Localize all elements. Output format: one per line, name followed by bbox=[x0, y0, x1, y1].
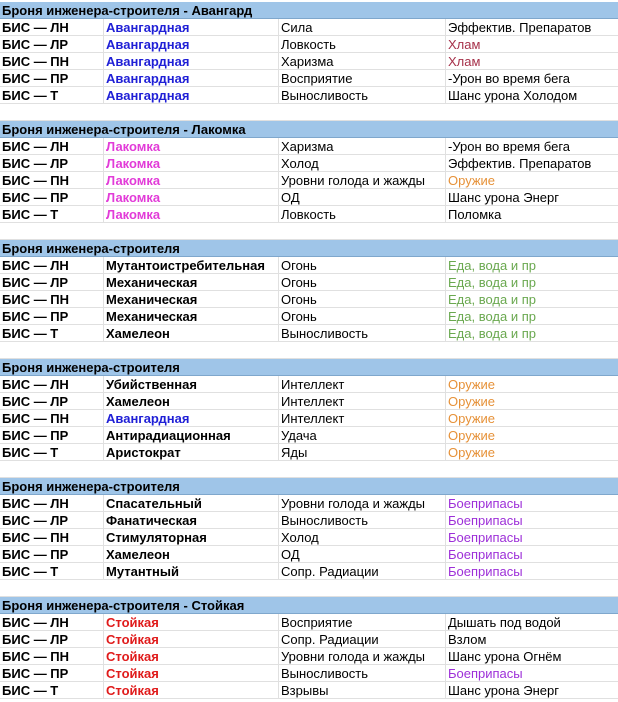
cell-attribute[interactable]: Сила bbox=[278, 19, 445, 36]
cell-slot[interactable]: БИС — ПР bbox=[2, 428, 69, 443]
cell-attribute[interactable]: Интеллект bbox=[278, 410, 445, 427]
cell-slot[interactable]: БИС — ПР bbox=[2, 190, 69, 205]
cell-bonus[interactable]: Еда, вода и пр bbox=[445, 325, 618, 342]
cell-attribute[interactable]: Огонь bbox=[278, 308, 445, 325]
cell-legendary-effect[interactable]: Механическая bbox=[103, 274, 278, 291]
cell-legendary-effect[interactable]: Антирадиационная bbox=[103, 427, 278, 444]
cell-bonus[interactable]: Оружие bbox=[445, 393, 618, 410]
cell-legendary-effect[interactable]: Убийственная bbox=[103, 376, 278, 393]
cell-attribute[interactable]: Огонь bbox=[278, 257, 445, 274]
table-row bbox=[0, 70, 618, 87]
cell-bonus[interactable]: Шанс урона Огнём bbox=[445, 648, 618, 665]
table-row bbox=[0, 172, 618, 189]
section-header[interactable] bbox=[0, 359, 618, 376]
cell-bonus[interactable]: Боеприпасы bbox=[445, 546, 618, 563]
cell-legendary-effect[interactable]: Лакомка bbox=[103, 155, 278, 172]
cell-attribute[interactable]: Выносливость bbox=[278, 87, 445, 104]
cell-attribute[interactable]: Интеллект bbox=[278, 393, 445, 410]
cell-slot[interactable]: БИС — ПН bbox=[2, 292, 70, 307]
cell-legendary-effect[interactable]: Механическая bbox=[103, 291, 278, 308]
cell-attribute[interactable]: ОД bbox=[278, 546, 445, 563]
table-row bbox=[0, 155, 618, 172]
cell-slot[interactable]: БИС — ЛН bbox=[2, 615, 69, 630]
cell-slot[interactable]: БИС — Т bbox=[2, 683, 59, 698]
cell-legendary-effect[interactable]: Стимуляторная bbox=[103, 529, 278, 546]
section-title: Броня инженера-строителя bbox=[2, 479, 180, 494]
cell-slot[interactable]: БИС — ЛР bbox=[2, 513, 69, 528]
section-title: Броня инженера-строителя - Лакомка bbox=[2, 122, 246, 137]
table-row bbox=[0, 257, 618, 274]
cell-legendary-effect[interactable]: Авангардная bbox=[103, 36, 278, 53]
cell-legendary-effect[interactable]: Мутантный bbox=[103, 563, 278, 580]
cell-attribute[interactable]: Удача bbox=[278, 427, 445, 444]
cell-legendary-effect[interactable]: Авангардная bbox=[103, 53, 278, 70]
table-row bbox=[0, 138, 618, 155]
cell-attribute[interactable]: ОД bbox=[278, 189, 445, 206]
cell-attribute[interactable]: Интеллект bbox=[278, 376, 445, 393]
empty-row bbox=[0, 580, 618, 597]
cell-bonus[interactable]: Оружие bbox=[445, 376, 618, 393]
cell-legendary-effect[interactable]: Спасательный bbox=[103, 495, 278, 512]
cell-bonus[interactable]: Шанс урона Энерг bbox=[445, 682, 618, 699]
cell-slot[interactable]: БИС — ЛН bbox=[2, 258, 69, 273]
empty-row bbox=[0, 104, 618, 121]
cell-slot[interactable]: БИС — ЛН bbox=[2, 377, 69, 392]
cell-legendary-effect[interactable]: Механическая bbox=[103, 308, 278, 325]
cell-bonus[interactable]: Еда, вода и пр bbox=[445, 291, 618, 308]
table-row bbox=[0, 495, 618, 512]
cell-legendary-effect[interactable]: Хамелеон bbox=[103, 325, 278, 342]
cell-bonus[interactable]: Оружие bbox=[445, 444, 618, 461]
cell-slot[interactable]: БИС — Т bbox=[2, 326, 59, 341]
cell-bonus[interactable]: Боеприпасы bbox=[445, 563, 618, 580]
cell-attribute[interactable]: Уровни голода и жажды bbox=[278, 495, 445, 512]
cell-legendary-effect[interactable]: Хамелеон bbox=[103, 393, 278, 410]
cell-bonus[interactable]: Еда, вода и пр bbox=[445, 308, 618, 325]
cell-attribute[interactable]: Холод bbox=[278, 155, 445, 172]
cell-slot[interactable]: БИС — ЛН bbox=[2, 20, 69, 35]
cell-slot[interactable]: БИС — ПР bbox=[2, 71, 69, 86]
cell-legendary-effect[interactable]: Авангардная bbox=[103, 70, 278, 87]
cell-legendary-effect[interactable]: Авангардная bbox=[103, 410, 278, 427]
cell-slot[interactable]: БИС — Т bbox=[2, 564, 59, 579]
cell-attribute[interactable]: Выносливость bbox=[278, 512, 445, 529]
cell-attribute[interactable]: Холод bbox=[278, 529, 445, 546]
cell-attribute[interactable]: Ловкость bbox=[278, 36, 445, 53]
section-title: Броня инженера-строителя bbox=[2, 360, 180, 375]
empty-row bbox=[0, 223, 618, 240]
cell-attribute[interactable]: Харизма bbox=[278, 53, 445, 70]
cell-slot[interactable]: БИС — ЛН bbox=[2, 139, 69, 154]
table-row bbox=[0, 376, 618, 393]
cell-legendary-effect[interactable]: Фанатическая bbox=[103, 512, 278, 529]
table-row bbox=[0, 512, 618, 529]
section-title: Броня инженера-строителя bbox=[2, 241, 180, 256]
cell-slot[interactable]: БИС — ПН bbox=[2, 530, 70, 545]
table-row bbox=[0, 444, 618, 461]
cell-attribute[interactable]: Восприятие bbox=[278, 70, 445, 87]
cell-attribute[interactable]: Выносливость bbox=[278, 665, 445, 682]
cell-bonus[interactable]: Оружие bbox=[445, 410, 618, 427]
cell-legendary-effect[interactable]: Лакомка bbox=[103, 138, 278, 155]
cell-legendary-effect[interactable]: Лакомка bbox=[103, 189, 278, 206]
section-header[interactable] bbox=[0, 121, 618, 138]
empty-row bbox=[0, 342, 618, 359]
cell-attribute[interactable]: Выносливость bbox=[278, 325, 445, 342]
table-row bbox=[0, 427, 618, 444]
section-title: Броня инженера-строителя - Авангард bbox=[2, 3, 253, 18]
table-row bbox=[0, 206, 618, 223]
cell-legendary-effect[interactable]: Авангардная bbox=[103, 19, 278, 36]
table-row bbox=[0, 529, 618, 546]
cell-attribute[interactable]: Харизма bbox=[278, 138, 445, 155]
table-row bbox=[0, 648, 618, 665]
cell-legendary-effect[interactable]: Авангардная bbox=[103, 87, 278, 104]
cell-slot[interactable]: БИС — Т bbox=[2, 88, 59, 103]
table-row bbox=[0, 291, 618, 308]
table-row bbox=[0, 682, 618, 699]
cell-slot[interactable]: БИС — ЛР bbox=[2, 156, 69, 171]
cell-attribute[interactable]: Взрывы bbox=[278, 682, 445, 699]
cell-bonus[interactable]: Хлам bbox=[445, 36, 618, 53]
table-row bbox=[0, 189, 618, 206]
cell-bonus[interactable]: Шанс урона Энерг bbox=[445, 189, 618, 206]
cell-legendary-effect[interactable]: Стойкая bbox=[103, 665, 278, 682]
table-row bbox=[0, 19, 618, 36]
cell-bonus[interactable]: Оружие bbox=[445, 427, 618, 444]
table-row bbox=[0, 410, 618, 427]
cell-bonus[interactable]: Боеприпасы bbox=[445, 665, 618, 682]
cell-bonus[interactable]: Эффектив. Препаратов bbox=[445, 19, 618, 36]
cell-attribute[interactable]: Сопр. Радиации bbox=[278, 563, 445, 580]
cell-slot[interactable]: БИС — ЛР bbox=[2, 275, 69, 290]
cell-attribute[interactable]: Уровни голода и жажды bbox=[278, 172, 445, 189]
cell-slot[interactable]: БИС — ПР bbox=[2, 666, 69, 681]
cell-bonus[interactable]: Хлам bbox=[445, 53, 618, 70]
table-row bbox=[0, 308, 618, 325]
cell-attribute[interactable]: Огонь bbox=[278, 291, 445, 308]
cell-attribute[interactable]: Огонь bbox=[278, 274, 445, 291]
table-row bbox=[0, 53, 618, 70]
cell-bonus[interactable]: Боеприпасы bbox=[445, 529, 618, 546]
section-title: Броня инженера-строителя - Стойкая bbox=[2, 598, 245, 613]
cell-attribute[interactable]: Сопр. Радиации bbox=[278, 631, 445, 648]
cell-slot[interactable]: БИС — ЛР bbox=[2, 632, 69, 647]
table-row bbox=[0, 614, 618, 631]
section-header[interactable] bbox=[0, 240, 618, 257]
cell-bonus[interactable]: Боеприпасы bbox=[445, 495, 618, 512]
section-header[interactable] bbox=[0, 2, 618, 19]
cell-bonus[interactable]: Шанс урона Холодом bbox=[445, 87, 618, 104]
table-row bbox=[0, 274, 618, 291]
empty-row bbox=[0, 461, 618, 478]
cell-legendary-effect[interactable]: Лакомка bbox=[103, 172, 278, 189]
cell-slot[interactable]: БИС — ЛР bbox=[2, 37, 69, 52]
cell-slot[interactable]: БИС — ПР bbox=[2, 309, 69, 324]
section-header[interactable] bbox=[0, 478, 618, 495]
cell-bonus[interactable]: Взлом bbox=[445, 631, 618, 648]
cell-slot[interactable]: БИС — ЛН bbox=[2, 496, 69, 511]
cell-bonus[interactable]: Эффектив. Препаратов bbox=[445, 155, 618, 172]
cell-attribute[interactable]: Восприятие bbox=[278, 614, 445, 631]
cell-slot[interactable]: БИС — ЛР bbox=[2, 394, 69, 409]
cell-bonus[interactable]: Еда, вода и пр bbox=[445, 257, 618, 274]
cell-attribute[interactable]: Уровни голода и жажды bbox=[278, 648, 445, 665]
cell-slot[interactable]: БИС — ПР bbox=[2, 547, 69, 562]
cell-legendary-effect[interactable]: Стойкая bbox=[103, 631, 278, 648]
cell-bonus[interactable]: Поломка bbox=[445, 206, 618, 223]
cell-bonus[interactable]: Оружие bbox=[445, 172, 618, 189]
cell-legendary-effect[interactable]: Стойкая bbox=[103, 682, 278, 699]
cell-legendary-effect[interactable]: Мутантоистребительная bbox=[103, 257, 278, 274]
cell-bonus[interactable]: -Урон во время бега bbox=[445, 70, 618, 87]
section-header[interactable] bbox=[0, 597, 618, 614]
table-row bbox=[0, 325, 618, 342]
cell-legendary-effect[interactable]: Аристократ bbox=[103, 444, 278, 461]
cell-legendary-effect[interactable]: Стойкая bbox=[103, 648, 278, 665]
table-row bbox=[0, 563, 618, 580]
cell-bonus[interactable]: Дышать под водой bbox=[445, 614, 618, 631]
cell-bonus[interactable]: Боеприпасы bbox=[445, 512, 618, 529]
cell-attribute[interactable]: Яды bbox=[278, 444, 445, 461]
cell-legendary-effect[interactable]: Лакомка bbox=[103, 206, 278, 223]
cell-bonus[interactable]: -Урон во время бега bbox=[445, 138, 618, 155]
cell-slot[interactable]: БИС — ПН bbox=[2, 649, 70, 664]
cell-slot[interactable]: БИС — Т bbox=[2, 445, 59, 460]
table-row bbox=[0, 393, 618, 410]
cell-slot[interactable]: БИС — ПН bbox=[2, 54, 70, 69]
cell-slot[interactable]: БИС — Т bbox=[2, 207, 59, 222]
cell-attribute[interactable]: Ловкость bbox=[278, 206, 445, 223]
table-row bbox=[0, 665, 618, 682]
table-row bbox=[0, 631, 618, 648]
cell-bonus[interactable]: Еда, вода и пр bbox=[445, 274, 618, 291]
cell-slot[interactable]: БИС — ПН bbox=[2, 411, 70, 426]
table-row bbox=[0, 87, 618, 104]
table-row bbox=[0, 546, 618, 563]
table-row bbox=[0, 36, 618, 53]
cell-legendary-effect[interactable]: Хамелеон bbox=[103, 546, 278, 563]
cell-slot[interactable]: БИС — ПН bbox=[2, 173, 70, 188]
cell-legendary-effect[interactable]: Стойкая bbox=[103, 614, 278, 631]
